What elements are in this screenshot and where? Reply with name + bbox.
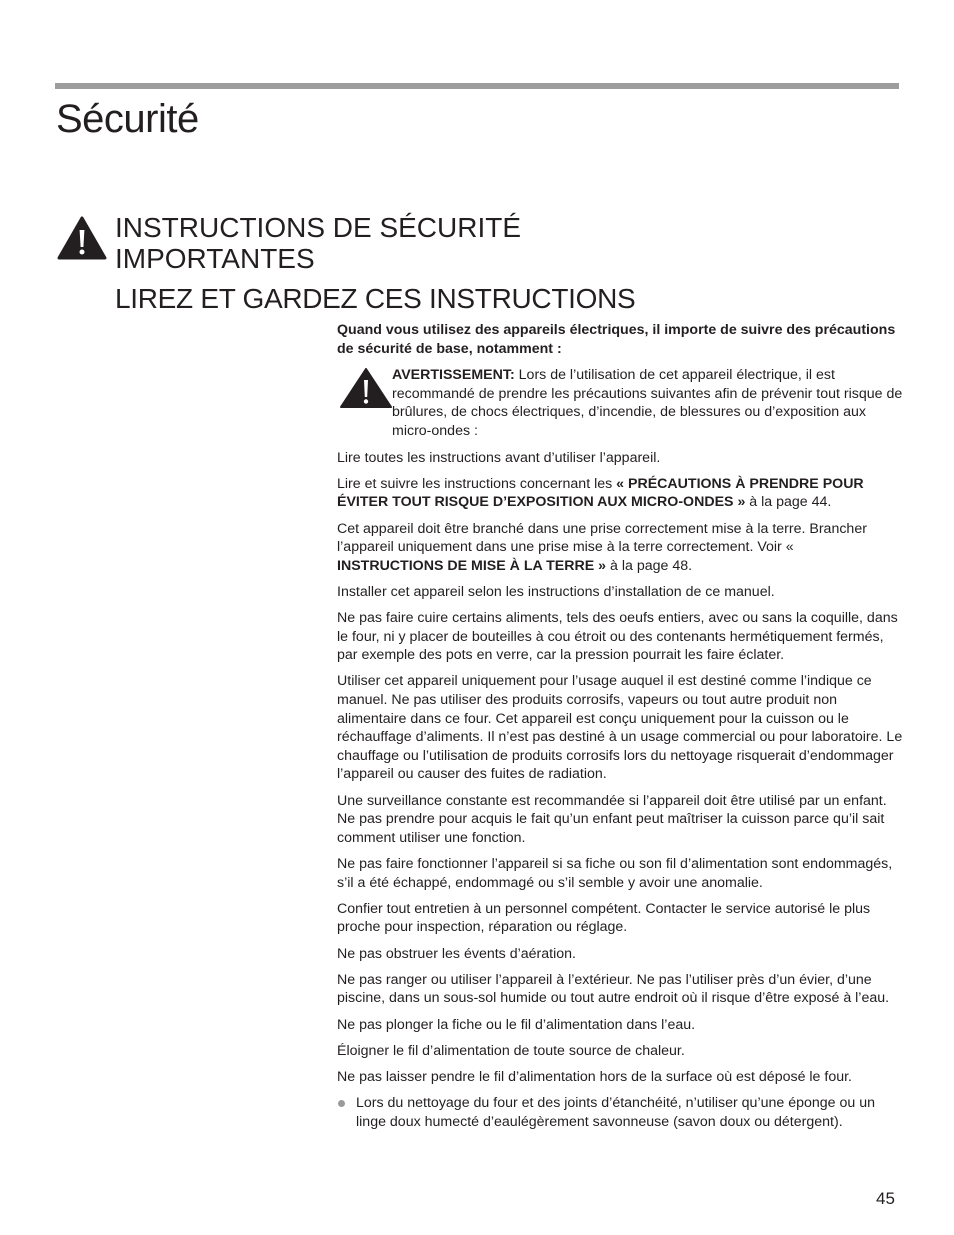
paragraph: Ne pas ranger ou utiliser l’appareil à l’extérieur. Ne pas l’utiliser près d’un évier, d’une piscine, dans un sous-sol humide ou tout autre endroit où il risque d’être exposé à l’eau. — [337, 971, 890, 1007]
section-heading — [115, 212, 675, 274]
paragraph: Cet appareil doit être branché dans une prise correctement mise à la terre. Brancher l’appareil uniquement dans une prise mise à la terre correctement. Voir « INSTRUCTIONS DE MISE À LA TERRE » à la page 48. — [337, 520, 867, 574]
paragraph: Ne pas faire fonctionner l’appareil si sa fiche ou son fil d’alimentation sont endommagés, s’il a été échappé, endommagé ou s’il semble y avoir une anomalie. — [337, 856, 893, 891]
paragraph: Confier tout entretien à un personnel compétent. Contacter le service autorisé le plus proche pour inspection, réparation ou réglage. — [337, 900, 871, 936]
paragraph: Utiliser cet appareil uniquement pour l’usage auquel il est destiné comme l’indique ce manuel. Ne pas utiliser des produits corrosifs, vapeurs ou tout autre produit non alimentaire dans ce four. Cet appareil est conçu uniquement pour la cuisson ou le réchauffage d’aliments. Il n’est pas destiné à un usage commercial ou pour laboratoire. Le chauffage ou l’utilisation de produits corrosifs lors du nettoyage risquerait d’endommager l’appareil ou causer des fuites de radiation. — [337, 673, 903, 783]
paragraph: Ne pas laisser pendre le fil d’alimentation hors de la surface où est déposé le four. — [337, 1068, 852, 1085]
paragraph: Ne pas faire cuire certains aliments, tels des oeufs entiers, avec ou sans la coquille, dans le four, ni y placer de bouteilles à cou étroit ou des contenants hermétiquement fermés, par exemple des pots en verre, car la pression pourrait les faire éclater. — [337, 610, 898, 664]
paragraph: Lire toutes les instructions avant d’utiliser l’appareil. — [337, 449, 661, 466]
intro-text: Quand vous utilisez des appareils électriques, il importe de suivre des précautions de sécurité de base, notamment : — [337, 322, 896, 357]
warning-label: AVERTISSEMENT: — [392, 367, 515, 384]
reference-link: « PRÉCAUTIONS À PRENDRE POUR ÉVITER TOUT RISQUE D’EXPOSITION AUX MICRO-ONDES » — [337, 475, 864, 511]
paragraph: Éloigner le fil d’alimentation de toute source de chaleur. — [337, 1042, 685, 1059]
reference-link: INSTRUCTIONS DE MISE À LA TERRE » — [337, 557, 607, 574]
safety-content — [337, 321, 903, 1139]
bullet-item: Lors du nettoyage du four et des joints d’étanchéité, n’utiliser qu’une éponge ou un linge doux humecté d’eaulégèrement savonneuse (savon doux ou détergent). — [337, 1094, 903, 1131]
section-subheading: LIREZ ET GARDEZ CES INSTRUCTIONS — [115, 283, 636, 314]
warning-triangle-icon — [57, 216, 107, 260]
warning-body: Lors de l’utilisation de cet appareil électrique, il est recommandé de prendre les précautions suivantes afin de prévenir tout risque de brûlures, de chocs électriques, d’incendie, de blessures ou d’exposition aux micro-ondes : — [392, 367, 903, 439]
warning-block — [337, 366, 903, 440]
bullet-dot-icon — [338, 1100, 345, 1107]
paragraph: Ne pas plonger la fiche ou le fil d’alimentation dans l’eau. — [337, 1016, 696, 1033]
warning-triangle-icon — [339, 368, 393, 408]
paragraph: Installer cet appareil selon les instructions d’installation de ce manuel. — [337, 583, 775, 600]
paragraph: Une surveillance constante est recommandée si l’appareil doit être utilisé par un enfant. Ne pas prendre pour acquis le fait qu’un enfant peut maîtriser la cuisson parce qu’il sait comment utiliser une fonction. — [337, 792, 887, 846]
section-heading-line1: INSTRUCTIONS DE SÉCURITÉ — [115, 212, 522, 243]
page-title: Sécurité — [56, 97, 199, 141]
paragraph: Lire et suivre les instructions concernant les « PRÉCAUTIONS À PRENDRE POUR ÉVITER TOUT RISQUE D’EXPOSITION AUX MICRO-ONDES » à la page 44. — [337, 475, 864, 511]
warning-text — [392, 366, 903, 440]
section-heading-line2: IMPORTANTES — [115, 243, 315, 274]
page-number: 45 — [876, 1189, 895, 1208]
paragraph: Ne pas obstruer les évents d’aération. — [337, 945, 576, 962]
top-rule — [55, 83, 899, 89]
